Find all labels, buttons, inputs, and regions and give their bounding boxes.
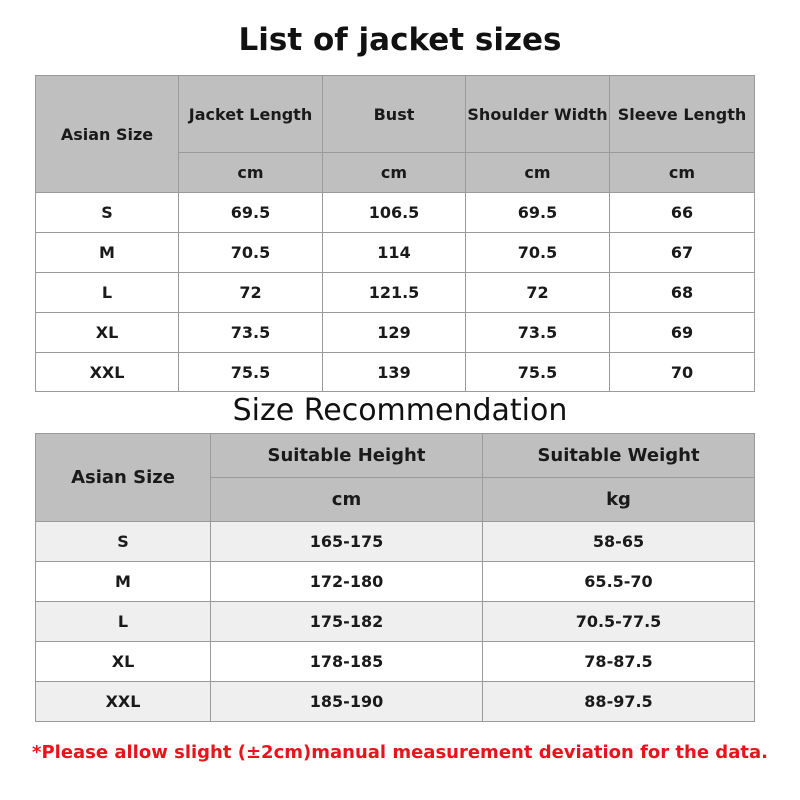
table2-cell: M	[36, 562, 211, 602]
table-row	[36, 193, 755, 233]
table2-cell: 175-182	[211, 602, 483, 642]
table1-col-header: Sleeve Length	[610, 76, 755, 153]
table-row	[36, 522, 755, 562]
table1-cell: 72	[179, 273, 323, 313]
table2-cell: 58-65	[483, 522, 755, 562]
table2-cell: 178-185	[211, 642, 483, 682]
table1-size-header: Asian Size	[36, 76, 179, 193]
table2-cell: 185-190	[211, 682, 483, 722]
table1-col-header: Shoulder Width	[466, 76, 610, 153]
table-row	[36, 682, 755, 722]
table1-col-header: Jacket Length	[179, 76, 323, 153]
table1-cell: 106.5	[323, 193, 466, 233]
table1-cell: 70.5	[466, 233, 610, 273]
table2-cell: L	[36, 602, 211, 642]
table-row	[36, 642, 755, 682]
table1-cell: 114	[323, 233, 466, 273]
table2-cell: XXL	[36, 682, 211, 722]
table-row	[36, 313, 755, 353]
table2-cell: 172-180	[211, 562, 483, 602]
table-row	[36, 233, 755, 273]
jacket-sizes-title: List of jacket sizes	[238, 22, 562, 58]
table2-col-header: Suitable Height	[211, 434, 483, 478]
table2-unit: cm	[211, 478, 483, 522]
table1-cell: 73.5	[466, 313, 610, 353]
table1-cell: 70	[610, 353, 755, 392]
table1-cell: M	[36, 233, 179, 273]
table1-cell: 73.5	[179, 313, 323, 353]
table1-cell: 69.5	[466, 193, 610, 233]
table1-unit: cm	[179, 153, 323, 193]
measurement-note: *Please allow slight (±2cm)manual measurement deviation for the data.	[32, 742, 768, 763]
table2-unit: kg	[483, 478, 755, 522]
table1-cell: 75.5	[179, 353, 323, 392]
table2-cell: S	[36, 522, 211, 562]
size-recommendation-title: Size Recommendation	[232, 393, 568, 428]
table1-cell: 69.5	[179, 193, 323, 233]
table2-col-header: Suitable Weight	[483, 434, 755, 478]
jacket-size-table	[35, 75, 755, 392]
table1-unit: cm	[466, 153, 610, 193]
size-recommendation-table	[35, 433, 755, 722]
table-row	[36, 273, 755, 313]
table-row	[36, 353, 755, 392]
table1-cell: 69	[610, 313, 755, 353]
table-row	[36, 602, 755, 642]
table1-cell: S	[36, 193, 179, 233]
table1-unit: cm	[323, 153, 466, 193]
table1-cell: 121.5	[323, 273, 466, 313]
table1-col-header: Bust	[323, 76, 466, 153]
table2-cell: 165-175	[211, 522, 483, 562]
table2-cell: 88-97.5	[483, 682, 755, 722]
table1-cell: 70.5	[179, 233, 323, 273]
table1-cell: XL	[36, 313, 179, 353]
table1-cell: 72	[466, 273, 610, 313]
table2-cell: 65.5-70	[483, 562, 755, 602]
table2-cell: 70.5-77.5	[483, 602, 755, 642]
table2-size-header: Asian Size	[36, 434, 211, 522]
table1-cell: 67	[610, 233, 755, 273]
table1-cell: 139	[323, 353, 466, 392]
table-row	[36, 562, 755, 602]
table1-cell: L	[36, 273, 179, 313]
table1-cell: 75.5	[466, 353, 610, 392]
table2-cell: 78-87.5	[483, 642, 755, 682]
table1-cell: XXL	[36, 353, 179, 392]
table1-cell: 129	[323, 313, 466, 353]
table2-cell: XL	[36, 642, 211, 682]
table1-unit: cm	[610, 153, 755, 193]
table1-cell: 66	[610, 193, 755, 233]
table1-cell: 68	[610, 273, 755, 313]
